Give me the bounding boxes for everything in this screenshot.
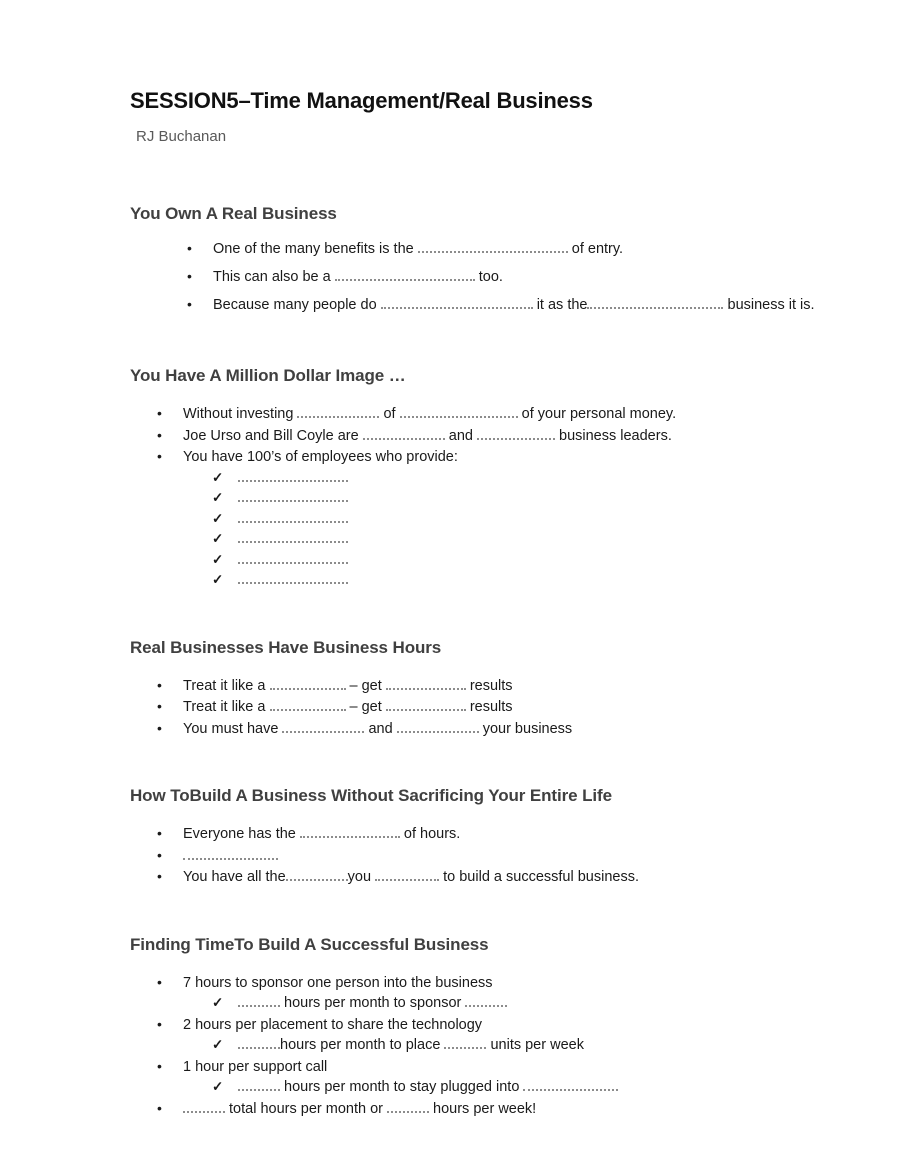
bullet-icon: • (187, 240, 192, 256)
fill-in-blank (270, 698, 346, 711)
check-icon: ✓ (212, 572, 224, 587)
check-icon: ✓ (212, 1079, 224, 1094)
item-text: hours per month to place units per week (238, 1035, 584, 1056)
bullet-item (130, 1056, 820, 1078)
bullet-item (130, 425, 820, 447)
fill-in-blank (238, 510, 348, 523)
fill-in-blank (381, 296, 533, 309)
fill-in-blank (418, 240, 568, 253)
fill-in-blank (238, 489, 348, 502)
fill-in-blank (387, 1100, 429, 1113)
section (130, 785, 820, 888)
bullet-item (130, 866, 820, 888)
bullet-item (130, 823, 820, 845)
section-heading: How ToBuild A Business Without Sacrificing Your Entire Life (130, 786, 612, 805)
section (130, 934, 820, 1120)
bullet-item (130, 1098, 820, 1120)
item-text: Everyone has the of hours. (183, 826, 461, 842)
bullet-item (130, 403, 820, 425)
bullet-icon: • (157, 868, 162, 884)
item-text (238, 570, 348, 591)
document-title: SESSION5–Time Management/Real Business (130, 88, 593, 113)
fill-in-blank (282, 720, 364, 733)
fill-in-blank (386, 698, 466, 711)
section-list (130, 675, 820, 740)
check-icon: ✓ (212, 469, 224, 485)
bullet-item (130, 291, 820, 319)
bullet-item (130, 718, 820, 740)
check-item (130, 529, 820, 550)
check-icon: ✓ (212, 995, 224, 1010)
bullet-icon: • (157, 426, 162, 443)
check-item (130, 993, 820, 1014)
check-item (130, 509, 820, 530)
fill-in-blank (238, 1036, 280, 1049)
fill-in-blank (183, 847, 278, 860)
item-text: You must have and your business (183, 720, 573, 737)
bullet-icon: • (157, 973, 162, 990)
section-list (130, 403, 820, 591)
fill-in-blank (386, 677, 466, 690)
check-item (130, 1077, 820, 1098)
fill-in-blank (238, 551, 348, 564)
item-text (238, 468, 348, 489)
bullet-item (130, 235, 820, 263)
section (130, 365, 820, 591)
fill-in-blank (444, 1036, 486, 1049)
item-text: Treat it like a – get results (183, 677, 513, 694)
fill-in-blank (465, 994, 507, 1007)
bullet-icon: • (157, 448, 162, 464)
bullet-icon: • (187, 268, 192, 284)
fill-in-blank (238, 1078, 280, 1091)
fill-in-blank (286, 868, 348, 881)
fill-in-blank (300, 825, 400, 838)
section-heading: You Have A Million Dollar Image … (130, 366, 406, 385)
item-text: Joe Urso and Bill Coyle are and business leaders. (183, 427, 672, 444)
item-text: 1 hour per support call (183, 1058, 328, 1075)
item-text (238, 488, 348, 509)
check-icon: ✓ (212, 490, 224, 505)
item-text (238, 550, 348, 571)
bullet-icon: • (157, 1057, 162, 1074)
fill-in-blank (477, 427, 555, 440)
bullet-icon: • (157, 405, 162, 421)
check-item (130, 1035, 820, 1056)
check-item (130, 570, 820, 591)
check-icon: ✓ (212, 1037, 224, 1052)
fill-in-blank (587, 296, 723, 309)
fill-in-blank (400, 405, 518, 418)
item-text: One of the many benefits is the of entry. (213, 241, 624, 257)
fill-in-blank (523, 1078, 618, 1091)
item-text: You have 100’s of employees who provide: (183, 449, 458, 465)
bullet-icon: • (157, 846, 162, 863)
fill-in-blank (363, 427, 445, 440)
section (130, 637, 820, 740)
fill-in-blank (238, 530, 348, 543)
check-icon: ✓ (212, 510, 224, 526)
item-text: hours per month to sponsor (238, 993, 507, 1014)
section-list (130, 235, 820, 319)
document-sections (130, 203, 820, 1119)
fill-in-blank (270, 677, 346, 690)
bullet-icon: • (157, 698, 162, 714)
bullet-item (130, 675, 820, 697)
bullet-icon: • (157, 719, 162, 736)
bullet-item (130, 263, 820, 291)
item-text: 2 hours per placement to share the technology (183, 1016, 483, 1033)
item-text (183, 846, 278, 867)
fill-in-blank (183, 1100, 225, 1113)
fill-in-blank (238, 469, 348, 482)
bullet-icon: • (157, 1015, 162, 1032)
check-icon: ✓ (212, 551, 224, 567)
check-item (130, 550, 820, 571)
check-item (130, 468, 820, 489)
item-text: This can also be a too. (213, 269, 503, 285)
section-list (130, 972, 820, 1120)
bullet-icon: • (157, 1099, 162, 1116)
bullet-icon: • (157, 676, 162, 693)
item-text (238, 529, 348, 550)
item-text: hours per month to stay plugged into (238, 1077, 618, 1098)
fill-in-blank (397, 720, 479, 733)
item-text: Because many people do it as the business it is. (213, 297, 815, 313)
item-text: 7 hours to sponsor one person into the business (183, 974, 493, 991)
item-text: Treat it like a – get results (183, 699, 513, 715)
check-icon: ✓ (212, 531, 224, 546)
bullet-icon: • (157, 825, 162, 841)
item-text (238, 509, 348, 530)
bullet-item (130, 845, 820, 867)
item-text: Without investing of of your personal money. (183, 406, 677, 422)
bullet-item (130, 446, 820, 468)
item-text: You have all the you to build a successful business. (183, 869, 639, 885)
fill-in-blank (297, 405, 379, 418)
section-heading: Finding TimeTo Build A Successful Business (130, 934, 489, 954)
section-heading: You Own A Real Business (130, 204, 337, 223)
section (130, 203, 820, 319)
section-heading: Real Businesses Have Business Hours (130, 637, 442, 657)
bullet-item (130, 972, 820, 994)
fill-in-blank (238, 994, 280, 1007)
bullet-item (130, 696, 820, 718)
bullet-item (130, 1014, 820, 1036)
fill-in-blank (375, 868, 439, 881)
fill-in-blank (238, 571, 348, 584)
check-item (130, 488, 820, 509)
item-text: total hours per month or hours per week! (183, 1099, 536, 1120)
bullet-icon: • (187, 296, 192, 312)
fill-in-blank (335, 268, 475, 281)
document-author: RJ Buchanan (136, 128, 227, 145)
section-list (130, 823, 820, 888)
